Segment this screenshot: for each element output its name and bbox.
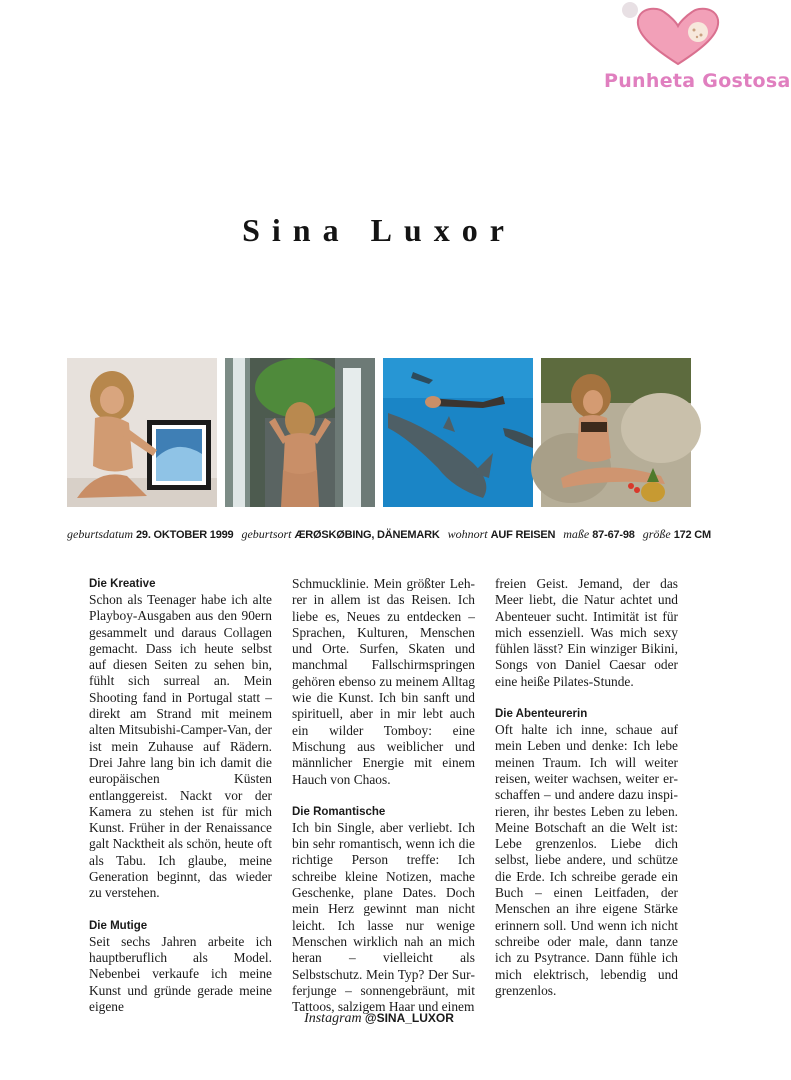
photo-strip	[67, 358, 691, 507]
section-heading-romantische: Die Romantische	[292, 805, 386, 818]
birthplace-label: geburtsort	[241, 527, 292, 541]
section-text-mutige-part1: Seit sechs Jahren arbeite ich hauptberuflich als Model. Nebenbei verkaufe ich meine Kunst und gründe gerade meine eigene	[89, 933, 272, 1014]
instagram-handle[interactable]: @SINA_LUXOR	[364, 1011, 454, 1025]
measurements-value: 87-67-98	[592, 529, 635, 541]
section-text-abenteurerin: Oft halte ich inne, schaue auf mein Leben und denke: Ich lebe meinen Traum. Ich will weiter reisen, weiter wachsen, weiter erschaffen – und andere dazu inspirieren, ihr bestes Leben zu leben. Meine Botschaft an die Welt ist: Lebe grenzenlos. Liebe dich selbst, liebe andere, und schütze die Erde. Ich schreibe gerade ein Buch – einen Leitfaden, der Menschen an ihre eigene Stärke erinnern soll. Und wenn ich nicht schreibe oder male, dann tanze ich zu Psytrance. Dann fühle ich mich elektrisch, lebendig und grenzenlos.	[495, 722, 678, 998]
birthdate-label: geburtsdatum	[67, 527, 133, 541]
section-text-romantische-part1: Ich bin Single, aber verliebt. Ich bin sehr romantisch, wenn ich die richtige Person treffe: Ich schreibe kleine Notizen, mache Geschenke, plane Dates. Doch mein Herz gewinnt man nicht leicht. Ich lasse nur wenige Menschen wirklich nah an mich heran – vielleicht als Selbstschutz. Mein Typ? Der Surferjunge – sonnengebräunt, mit Tattoos, salzigem Haar und einem	[292, 819, 475, 1015]
instagram-label: Instagram	[304, 1011, 362, 1026]
section-heading-kreative: Die Kreative	[89, 578, 156, 590]
section-text-romantische-part2: freien Geist. Jemand, der das Meer liebt, die Natur achtet und Abenteuer sucht. Intimität ist für mich essenziell. Was mich sexy fühlen lässt? Ein winziger Bikini, Songs von Daniel Caesar oder eine heiße Pilates-Stunde.	[495, 576, 678, 689]
page-title: Sina Luxor	[242, 212, 516, 248]
section-text-kreative: Schon als Teenager habe ich alte Playboy-Ausgaben aus den 90ern gesammelt und daraus Collagen gemacht. Dass ich heute selbst auf diesen Seiten zu sehen bin, fühlt sich surreal an. Mein Shooting fand in Portugal statt – direkt am Strand mit meinem alten Mitsubishi-Camper-Van, der ist mein Zuhause auf Rädern. Drei Jahre lang bin ich damit die europäischen Küsten entlanggereist. Nackt vor der Kamera zu stehen ist für mich Kunst. Früher in der Renaissance galt Nacktheit als schön, heute oft als Tabu. Ich glaube, meine Generation beginnt, das wieder zu verstehen.	[89, 592, 272, 901]
birthplace-value: ÆRØSKØBING, DÄNEMARK	[294, 529, 440, 541]
text-column-1	[89, 576, 272, 1015]
measurements-label: maße	[563, 527, 590, 541]
residence-value: AUF REISEN	[490, 529, 556, 541]
text-column-2	[292, 576, 475, 1015]
text-column-3	[495, 576, 678, 999]
photo-woman-at-waterfall	[225, 358, 375, 507]
watermark-logo	[598, 0, 791, 100]
height-value: 172 CM	[673, 529, 712, 541]
profile-facts	[67, 527, 716, 542]
watermark-text: Punheta Gostosa	[604, 70, 791, 92]
photo-swimming-with-sharks	[383, 358, 533, 507]
heart-icon	[598, 0, 758, 72]
section-text-mutige-part2: Schmucklinie. Mein größter Lehrer in allem ist das Reisen. Ich liebe es, Neues zu entdecken – Sprachen, Kulturen, Menschen und Orte. Surfen, Skaten und manchmal Fallschirmspringen gehören ebenso zu meinem Alltag wie die Kunst. Ich bin sanft und spirituell, aber in mir lebt auch ein wilder Tomboy: eine Mischung aus weiblicher und männlicher Energie mit einem Hauch von Chaos.	[292, 576, 475, 787]
height-label: größe	[642, 527, 671, 541]
section-heading-abenteurerin: Die Abenteurerin	[495, 708, 588, 721]
residence-label: wohnort	[447, 527, 488, 541]
instagram-line	[0, 1010, 758, 1027]
birthdate-value: 29. OKTOBER 1999	[136, 529, 234, 541]
photo-woman-with-surf-painting	[67, 358, 217, 507]
photo-woman-on-rocks-with-pineapple	[541, 358, 691, 507]
section-heading-mutige: Die Mutige	[89, 919, 148, 932]
